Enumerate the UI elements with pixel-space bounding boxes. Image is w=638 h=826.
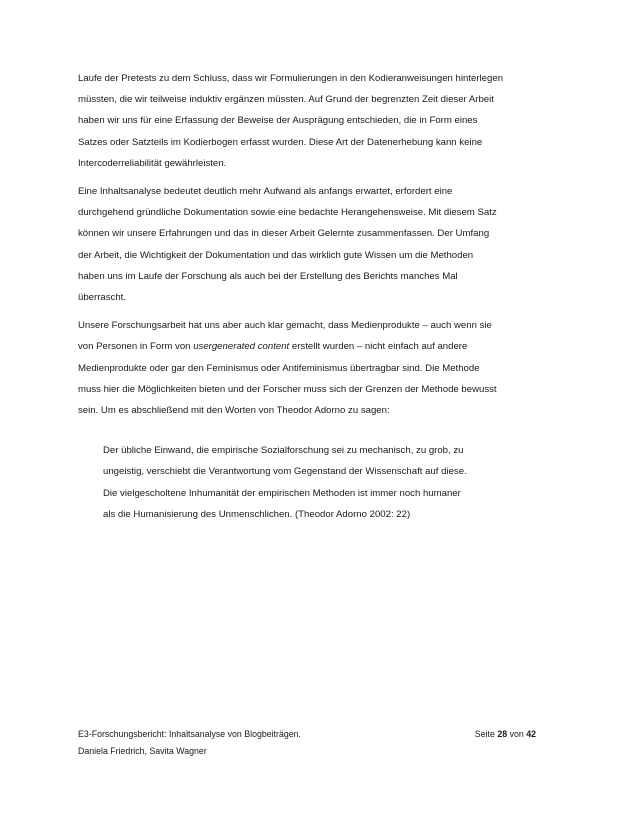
page-prefix: Seite [474, 729, 495, 739]
text-line: muss hier die Möglichkeiten bieten und der Forscher muss sich der Grenzen der Methode bewusst [78, 383, 497, 395]
paragraph-3 [78, 315, 550, 421]
text-fragment: erstellt wurden – nicht einfach auf andere [289, 341, 468, 353]
text-line: Intercoderreliabilität gewährleisten. [78, 157, 227, 169]
text-line: Eine Inhaltsanalyse bedeutet deutlich mehr Aufwand als anfangs erwartet, erfordert eine [78, 186, 453, 198]
text-fragment: von Personen in Form von [78, 341, 194, 353]
text-line: sein. Um es abschließend mit den Worten von Theodor Adorno zu sagen: [78, 405, 390, 417]
text-line: Medienprodukte oder gar den Feminismus oder Antifeminismus übertragbar sind. Die Methode [78, 362, 480, 374]
page-footer [78, 726, 536, 760]
text-line: der Arbeit, die Wichtigkeit der Dokumentation und das wirklich gute Wissen um die Methoden [78, 249, 474, 261]
block-quote [103, 440, 533, 525]
page-sep: von [509, 729, 524, 739]
text-line: durchgehend gründliche Dokumentation sowie eine bedachte Herangehensweise. Mit diesem Satz [78, 207, 497, 219]
quote-line: Der übliche Einwand, die empirische Sozialforschung sei zu mechanisch, zu grob, zu [103, 445, 464, 457]
paragraph-1 [78, 68, 550, 174]
text-line: überrascht. [78, 292, 126, 304]
footer-authors: Daniela Friedrich, Savita Wagner [78, 746, 207, 756]
text-line: Unsere Forschungsarbeit hat uns aber auch klar gemacht, dass Medienprodukte – auch wenn sie [78, 320, 492, 332]
paragraph-2 [78, 181, 550, 308]
text-line: müssten, die wir teilweise induktiv ergänzen müssten. Auf Grund der begrenzten Zeit dieser Arbeit [78, 94, 494, 106]
text-line: haben wir uns für eine Erfassung der Beweise der Ausprägung entschieden, die in Form eines [78, 115, 478, 127]
quote-line: Die vielgescholtene Inhumanität der empirischen Methoden ist immer noch humaner [103, 487, 461, 499]
italic-term: usergenerated content [193, 341, 290, 353]
text-line: können wir unsere Erfahrungen und das in dieser Arbeit Gelernte zusammenfassen. Der Umfang [78, 228, 490, 240]
page-total: 42 [526, 729, 536, 739]
text-line [78, 336, 550, 357]
body-text [78, 68, 550, 525]
page-current: 28 [497, 729, 508, 739]
footer-title: E3-Forschungsbericht: Inhaltsanalyse von Blogbeiträgen. [78, 729, 301, 739]
page-number [475, 726, 536, 743]
quote-line: ungeistig, verschiebt die Verantwortung vom Gegenstand der Wissenschaft auf diese. [103, 466, 467, 478]
text-line: Laufe der Pretests zu dem Schluss, dass wir Formulierungen in den Kodieranweisungen hinterlegen [78, 73, 504, 84]
text-line: haben uns im Laufe der Forschung als auch bei der Erstellung des Berichts manches Mal [78, 270, 458, 282]
text-line: Satzes oder Satzteils im Kodierbogen erfasst wurden. Diese Art der Datenerhebung kann keine [78, 136, 483, 148]
footer-row [78, 726, 536, 743]
quote-line: als die Humanisierung des Unmenschlichen. (Theodor Adorno 2002: 22) [103, 508, 411, 520]
